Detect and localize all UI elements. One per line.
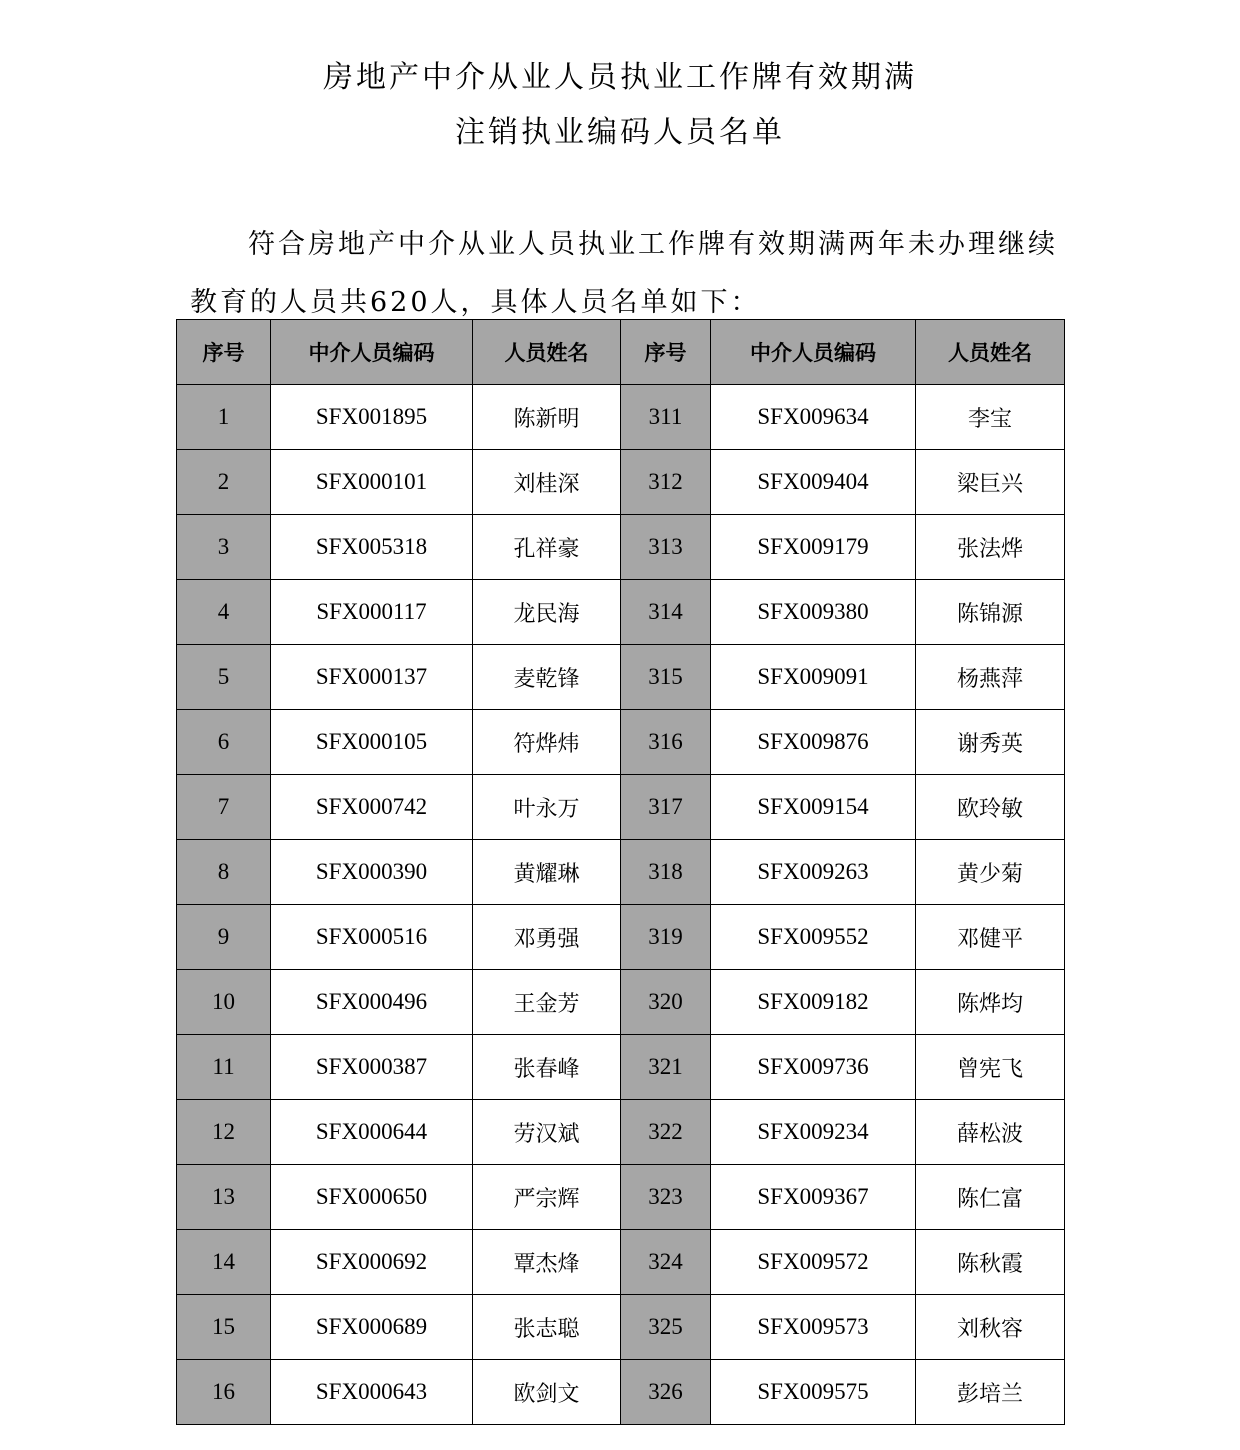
name-right-cell: 欧玲敏 xyxy=(916,775,1065,840)
name-left-cell: 孔祥豪 xyxy=(473,515,621,580)
name-right-cell: 曾宪飞 xyxy=(916,1035,1065,1100)
name-right-cell: 梁巨兴 xyxy=(916,450,1065,515)
code-right-cell: SFX009634 xyxy=(711,385,916,450)
seq-right-cell: 324 xyxy=(621,1230,711,1295)
code-right-cell: SFX009404 xyxy=(711,450,916,515)
code-left-cell: SFX005318 xyxy=(271,515,473,580)
seq-right-cell: 326 xyxy=(621,1360,711,1425)
name-left-cell: 刘桂深 xyxy=(473,450,621,515)
seq-right-cell: 321 xyxy=(621,1035,711,1100)
code-left-cell: SFX000742 xyxy=(271,775,473,840)
code-left-cell: SFX001895 xyxy=(271,385,473,450)
name-left-cell: 邓勇强 xyxy=(473,905,621,970)
seq-right-cell: 320 xyxy=(621,970,711,1035)
name-right-cell: 陈秋霞 xyxy=(916,1230,1065,1295)
name-left-cell: 严宗辉 xyxy=(473,1165,621,1230)
code-left-cell: SFX000496 xyxy=(271,970,473,1035)
code-left-cell: SFX000390 xyxy=(271,840,473,905)
seq-left-cell: 4 xyxy=(177,580,271,645)
code-left-cell: SFX000516 xyxy=(271,905,473,970)
document-title-line2: 注销执业编码人员名单 xyxy=(455,115,785,150)
seq-left-cell: 7 xyxy=(177,775,271,840)
table-row xyxy=(177,970,1065,1035)
seq-right-cell: 311 xyxy=(621,385,711,450)
name-left-cell: 劳汉斌 xyxy=(473,1100,621,1165)
code-right-cell: SFX009736 xyxy=(711,1035,916,1100)
name-right-cell: 彭培兰 xyxy=(916,1360,1065,1425)
name-right-cell: 黄少菊 xyxy=(916,840,1065,905)
cancelled-personnel-table xyxy=(176,319,1065,1425)
table-row xyxy=(177,645,1065,710)
seq-right-cell: 316 xyxy=(621,710,711,775)
table-row xyxy=(177,450,1065,515)
name-right-cell: 陈锦源 xyxy=(916,580,1065,645)
name-left-cell: 符烨炜 xyxy=(473,710,621,775)
code-right-cell: SFX009234 xyxy=(711,1100,916,1165)
table-row xyxy=(177,1360,1065,1425)
seq-right-cell: 313 xyxy=(621,515,711,580)
table-row xyxy=(177,1295,1065,1360)
seq-right-cell: 325 xyxy=(621,1295,711,1360)
seq-left-cell: 11 xyxy=(177,1035,271,1100)
seq-right-cell: 318 xyxy=(621,840,711,905)
table-row xyxy=(177,1100,1065,1165)
name-left-cell: 张春峰 xyxy=(473,1035,621,1100)
table-header-row xyxy=(177,320,1065,385)
code-right-cell: SFX009572 xyxy=(711,1230,916,1295)
name-right-cell: 陈烨均 xyxy=(916,970,1065,1035)
seq-left-cell: 5 xyxy=(177,645,271,710)
header-name-left: 人员姓名 xyxy=(473,320,621,385)
header-seq-left: 序号 xyxy=(177,320,271,385)
name-left-cell: 陈新明 xyxy=(473,385,621,450)
code-left-cell: SFX000644 xyxy=(271,1100,473,1165)
intro-text-line2: 教育的人员共620人，具体人员名单如下： xyxy=(190,287,761,318)
code-right-cell: SFX009367 xyxy=(711,1165,916,1230)
table-row xyxy=(177,1165,1065,1230)
code-left-cell: SFX000101 xyxy=(271,450,473,515)
seq-right-cell: 312 xyxy=(621,450,711,515)
header-seq-right: 序号 xyxy=(621,320,711,385)
seq-right-cell: 317 xyxy=(621,775,711,840)
code-left-cell: SFX000387 xyxy=(271,1035,473,1100)
table-row xyxy=(177,1230,1065,1295)
seq-left-cell: 10 xyxy=(177,970,271,1035)
seq-left-cell: 15 xyxy=(177,1295,271,1360)
name-right-cell: 杨燕萍 xyxy=(916,645,1065,710)
name-right-cell: 邓健平 xyxy=(916,905,1065,970)
name-right-cell: 李宝 xyxy=(916,385,1065,450)
name-right-cell: 张法烨 xyxy=(916,515,1065,580)
code-left-cell: SFX000117 xyxy=(271,580,473,645)
seq-left-cell: 13 xyxy=(177,1165,271,1230)
seq-right-cell: 315 xyxy=(621,645,711,710)
name-right-cell: 薛松波 xyxy=(916,1100,1065,1165)
name-right-cell: 谢秀英 xyxy=(916,710,1065,775)
name-right-cell: 陈仁富 xyxy=(916,1165,1065,1230)
code-left-cell: SFX000105 xyxy=(271,710,473,775)
name-left-cell: 欧剑文 xyxy=(473,1360,621,1425)
seq-left-cell: 14 xyxy=(177,1230,271,1295)
code-left-cell: SFX000692 xyxy=(271,1230,473,1295)
seq-left-cell: 6 xyxy=(177,710,271,775)
code-right-cell: SFX009091 xyxy=(711,645,916,710)
table-row xyxy=(177,385,1065,450)
seq-left-cell: 2 xyxy=(177,450,271,515)
table-row xyxy=(177,580,1065,645)
seq-left-cell: 3 xyxy=(177,515,271,580)
code-left-cell: SFX000137 xyxy=(271,645,473,710)
table-body xyxy=(177,385,1065,1425)
header-code-left: 中介人员编码 xyxy=(271,320,473,385)
code-right-cell: SFX009876 xyxy=(711,710,916,775)
seq-left-cell: 8 xyxy=(177,840,271,905)
name-left-cell: 麦乾锋 xyxy=(473,645,621,710)
code-right-cell: SFX009263 xyxy=(711,840,916,905)
table-row xyxy=(177,1035,1065,1100)
header-code-right: 中介人员编码 xyxy=(711,320,916,385)
name-left-cell: 黄耀琳 xyxy=(473,840,621,905)
code-left-cell: SFX000643 xyxy=(271,1360,473,1425)
name-left-cell: 王金芳 xyxy=(473,970,621,1035)
intro-text-line1: 符合房地产中介从业人员执业工作牌有效期满两年未办理继续 xyxy=(248,229,1058,260)
seq-left-cell: 12 xyxy=(177,1100,271,1165)
code-right-cell: SFX009154 xyxy=(711,775,916,840)
table-row xyxy=(177,840,1065,905)
seq-right-cell: 314 xyxy=(621,580,711,645)
name-left-cell: 覃杰烽 xyxy=(473,1230,621,1295)
table-row xyxy=(177,515,1065,580)
code-right-cell: SFX009573 xyxy=(711,1295,916,1360)
seq-right-cell: 322 xyxy=(621,1100,711,1165)
code-right-cell: SFX009179 xyxy=(711,515,916,580)
code-left-cell: SFX000650 xyxy=(271,1165,473,1230)
seq-right-cell: 323 xyxy=(621,1165,711,1230)
code-right-cell: SFX009552 xyxy=(711,905,916,970)
name-right-cell: 刘秋容 xyxy=(916,1295,1065,1360)
table-row xyxy=(177,710,1065,775)
seq-right-cell: 319 xyxy=(621,905,711,970)
code-right-cell: SFX009380 xyxy=(711,580,916,645)
seq-left-cell: 9 xyxy=(177,905,271,970)
code-right-cell: SFX009575 xyxy=(711,1360,916,1425)
seq-left-cell: 1 xyxy=(177,385,271,450)
table-row xyxy=(177,775,1065,840)
document-title-line1: 房地产中介从业人员执业工作牌有效期满 xyxy=(323,60,917,95)
code-right-cell: SFX009182 xyxy=(711,970,916,1035)
name-left-cell: 叶永万 xyxy=(473,775,621,840)
seq-left-cell: 16 xyxy=(177,1360,271,1425)
table-row xyxy=(177,905,1065,970)
header-name-right: 人员姓名 xyxy=(916,320,1065,385)
name-left-cell: 张志聪 xyxy=(473,1295,621,1360)
name-left-cell: 龙民海 xyxy=(473,580,621,645)
code-left-cell: SFX000689 xyxy=(271,1295,473,1360)
